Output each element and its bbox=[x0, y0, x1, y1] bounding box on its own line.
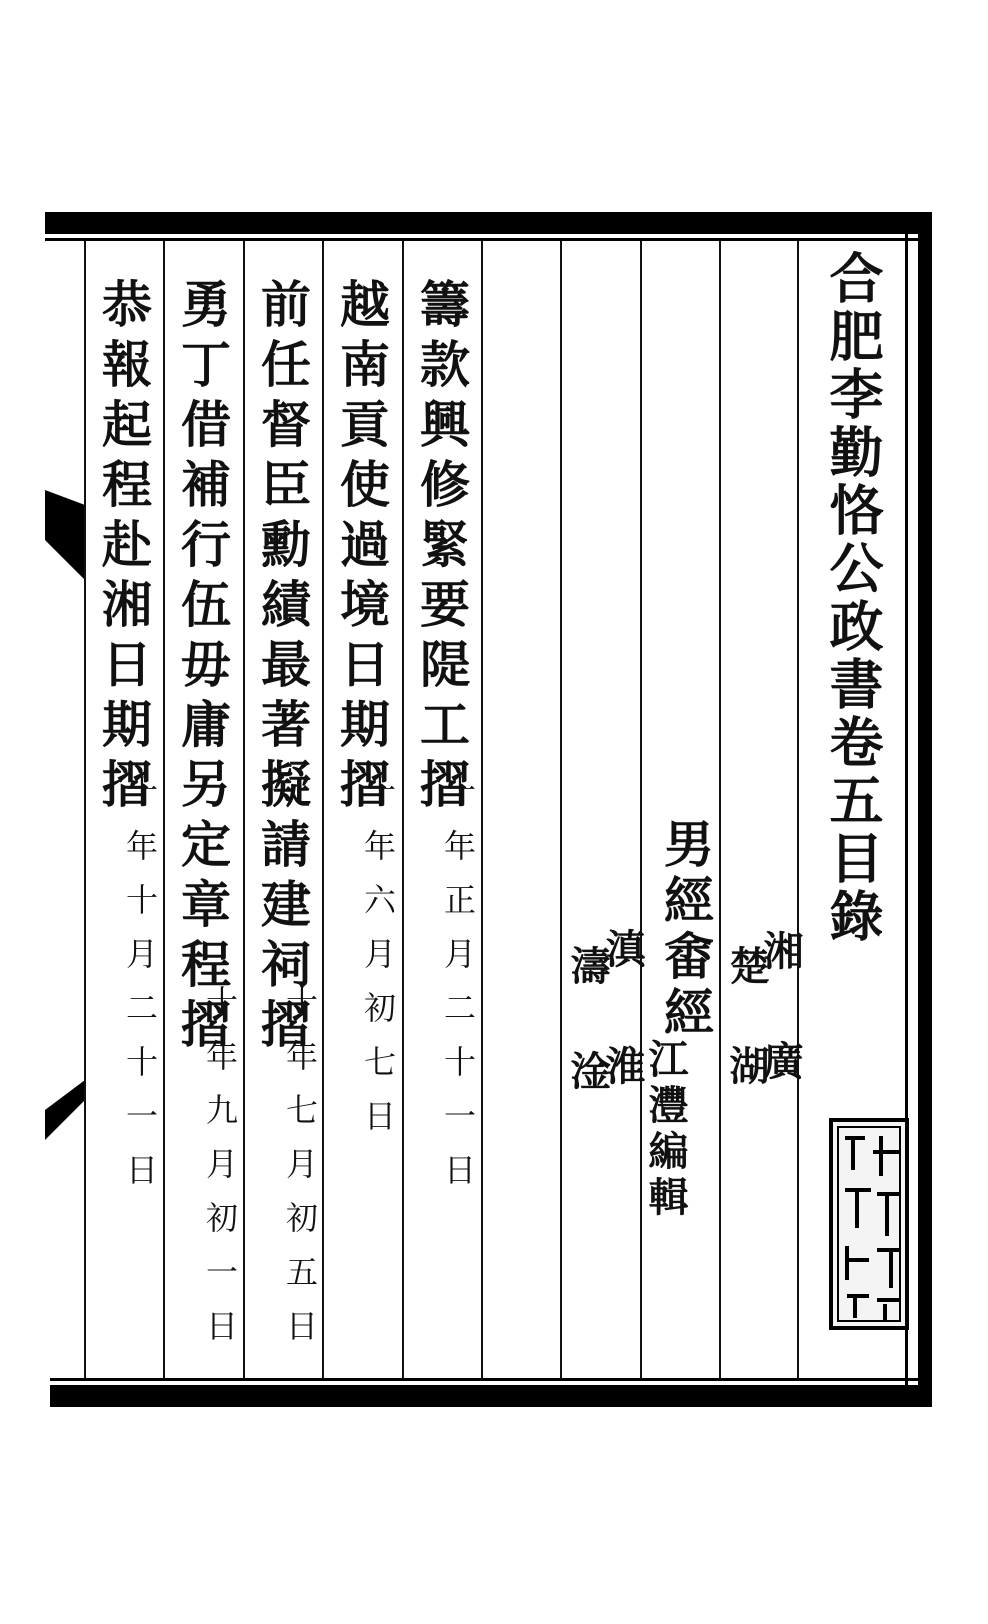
page-title: 合肥李勤恪公政書卷五目錄 bbox=[821, 250, 885, 946]
top-border bbox=[45, 212, 928, 234]
column-rule bbox=[163, 241, 165, 1379]
column-rule bbox=[322, 241, 324, 1379]
entry-title: 前任督臣勳績最著擬請建祠摺 bbox=[253, 278, 312, 1058]
column-rule bbox=[243, 241, 245, 1379]
fishtail-upper-mark bbox=[45, 490, 85, 580]
column-rule bbox=[797, 241, 799, 1379]
attribution-text: 淮 bbox=[599, 1045, 646, 1091]
bottom-border bbox=[50, 1385, 928, 1407]
entry-date: 十年九月初一日 bbox=[201, 985, 239, 1363]
attribution-text: 廣 bbox=[757, 1040, 804, 1086]
entry-title: 恭報起程赴湘日期摺 bbox=[94, 278, 153, 818]
collector-seal-stamp bbox=[829, 1118, 909, 1330]
entry-title: 勇丁借補行伍毋庸另定章程摺 bbox=[173, 278, 232, 1058]
entry-title: 籌款興修緊要隄工摺 bbox=[412, 278, 471, 818]
attribution-text: 濤 bbox=[564, 945, 611, 991]
fishtail-lower-mark bbox=[45, 1080, 85, 1140]
column-rule bbox=[84, 241, 86, 1379]
attribution-text: 滇 bbox=[599, 928, 646, 974]
column-rule bbox=[481, 241, 483, 1379]
attribution-text: 淦 bbox=[564, 1050, 611, 1096]
attribution-text: 楚 bbox=[723, 945, 770, 991]
attribution-text: 湖 bbox=[723, 1045, 770, 1091]
entry-date: 十年六月初七日 bbox=[359, 775, 397, 1153]
attribution-text: 江灃編輯 bbox=[642, 1038, 689, 1222]
attribution-compiler: 男經畬經 bbox=[656, 818, 715, 1042]
top-border-thin bbox=[45, 238, 928, 241]
entry-date: 十年七月初五日 bbox=[281, 985, 319, 1363]
attribution-text: 湘 bbox=[757, 930, 804, 976]
column-rule bbox=[719, 241, 721, 1379]
entry-date: 十年十月二十一日 bbox=[121, 775, 159, 1207]
entry-title: 越南貢使過境日期摺 bbox=[332, 278, 391, 818]
column-rule bbox=[402, 241, 404, 1379]
column-rule bbox=[560, 241, 562, 1379]
right-border bbox=[918, 212, 932, 1407]
entry-date: 十年正月二十一日 bbox=[439, 775, 477, 1207]
